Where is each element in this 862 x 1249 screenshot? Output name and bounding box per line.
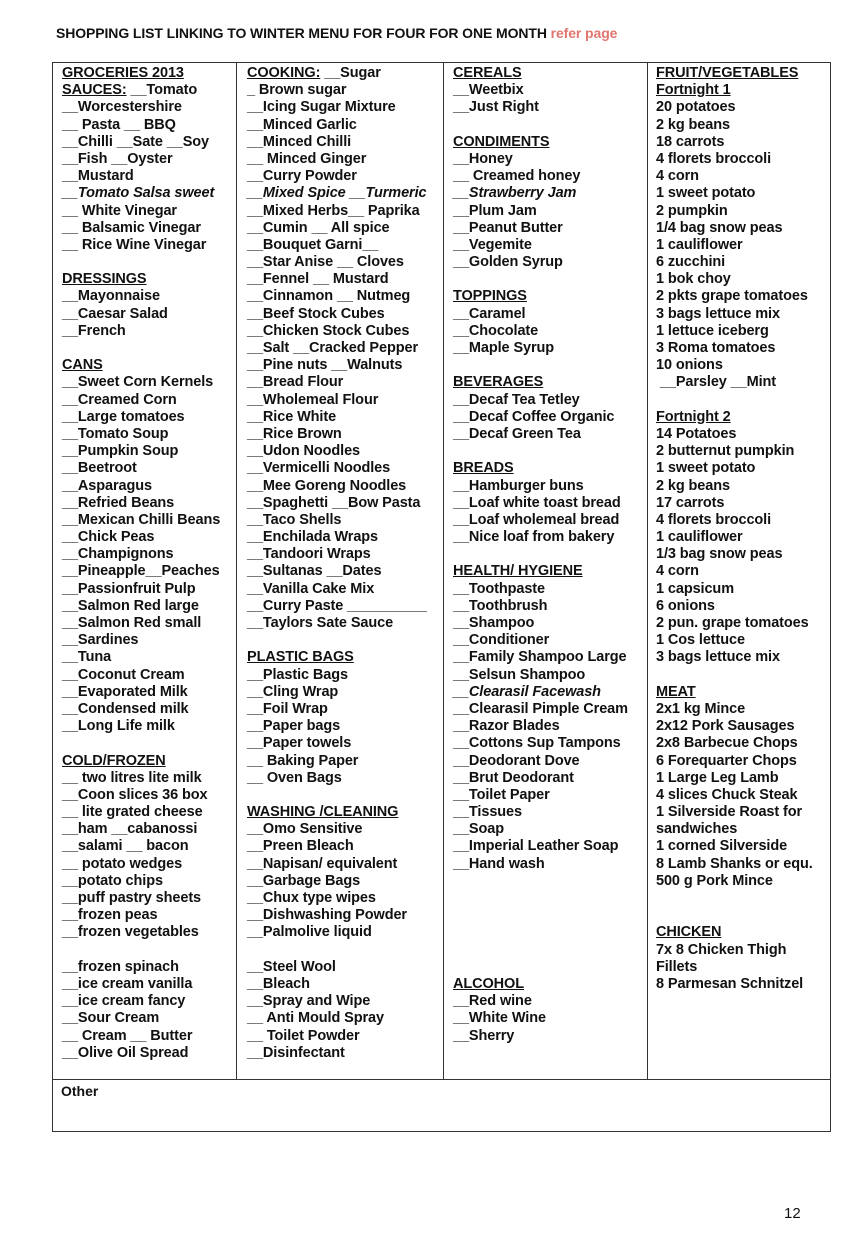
blank-line [453, 942, 628, 959]
list-item: __Fennel __ Mustard [247, 271, 389, 288]
list-item: 4 corn [656, 563, 699, 580]
list-item: __Chick Peas [62, 529, 155, 546]
list-item: __Disinfectant [247, 1044, 345, 1061]
list-item: __Paper towels [247, 735, 352, 752]
list-item: __Sweet Corn Kernels [62, 374, 214, 391]
list-item: 1 cauliflower [656, 529, 743, 546]
list-item: __Olive Oil Spread [62, 1044, 189, 1061]
list-item: __Tissues [453, 804, 522, 821]
list-item: __Asparagus [62, 477, 152, 494]
list-item: __Parsley __Mint [656, 374, 777, 391]
list-item: 1 bok choy [656, 271, 731, 288]
column-divider [443, 63, 444, 1079]
list-item: _ Brown sugar [247, 82, 347, 99]
list-item: __Chocolate [453, 322, 539, 339]
list-item: __Long Life milk [62, 718, 175, 735]
list-item: 2x12 Pork Sausages [656, 718, 795, 735]
list-item: __Evaporated Milk [62, 683, 188, 700]
list-item: 1 sweet potato [656, 185, 756, 202]
column-divider [236, 63, 237, 1079]
list-item: __Mexican Chilli Beans [62, 511, 221, 528]
list-item: __ice cream fancy [62, 993, 186, 1010]
list-item: __Nice loaf from bakery [453, 529, 615, 546]
blank-line [453, 873, 628, 890]
blank-line [247, 632, 427, 649]
shopping-list-table [52, 62, 831, 1132]
list-item: __Worcestershire [62, 99, 182, 116]
list-item: __Deodorant Dove [453, 752, 580, 769]
list-item: 2 butternut pumpkin [656, 443, 795, 460]
list-item: __ Minced Ginger [247, 150, 367, 167]
list-item: 2 pun. grape tomatoes [656, 615, 809, 631]
list-item: 14 Potatoes [656, 425, 737, 442]
list-item: __Palmolive liquid [247, 924, 372, 941]
list-item: __Vermicelli Noodles [247, 460, 391, 477]
blank-line [453, 271, 628, 288]
blank-line [247, 787, 427, 804]
list-item: __Tomato Salsa sweet [62, 185, 215, 202]
section-heading: Fortnight 2 [656, 408, 731, 425]
list-item: __Just Right [453, 99, 539, 116]
column-groceries [62, 65, 220, 1062]
list-item: __Cottons Sup Tampons [453, 735, 621, 752]
list-item: __Chicken Stock Cubes [247, 322, 410, 339]
list-item: __Bouquet Garni__ [247, 236, 379, 253]
list-item: __frozen vegetables [62, 924, 199, 941]
list-item: __ Oven Bags [247, 769, 342, 786]
section-heading: PLASTIC BAGS [247, 649, 354, 666]
page-title [56, 25, 617, 41]
column-cooking [247, 65, 427, 1062]
list-item: 3 bags lettuce mix [656, 305, 780, 322]
blank-line [656, 907, 813, 924]
list-item: 2 kg beans [656, 477, 730, 494]
list-item: __Vegemite [453, 236, 532, 253]
section-heading: FRUIT/VEGETABLES [656, 65, 799, 81]
list-item: __Beetroot [62, 460, 137, 477]
list-item: __Taco Shells [247, 511, 342, 528]
section-heading: CEREALS [453, 65, 522, 81]
list-item: 6 Forequarter Chops [656, 752, 797, 769]
list-item: __Passionfruit Pulp [62, 580, 196, 597]
list-item: 6 zucchini [656, 254, 726, 271]
blank-line [453, 924, 628, 941]
list-item: __Decaf Tea Tetley [453, 391, 580, 408]
list-item: __frozen spinach [62, 958, 179, 975]
list-item: __Tandoori Wraps [247, 546, 371, 563]
list-item: 18 carrots [656, 133, 725, 150]
blank-line [62, 735, 220, 752]
section-heading: GROCERIES 2013 [62, 65, 184, 81]
list-item: __Sardines [62, 632, 139, 649]
list-item: __Star Anise __ Cloves [247, 254, 404, 271]
list-item: __ two litres lite milk [62, 769, 202, 786]
list-item: __Vanilla Cake Mix [247, 580, 375, 597]
list-item: __Caesar Salad [62, 305, 168, 322]
list-item: __Taylors Sate Sauce [247, 615, 394, 631]
list-item: 8 Parmesan Schnitzel [656, 975, 804, 992]
list-item: __Sherry [453, 1027, 515, 1044]
list-item: __Condensed milk [62, 700, 189, 717]
list-item: 4 florets broccoli [656, 511, 772, 528]
list-item: __French [62, 322, 126, 339]
section-heading: CHICKEN [656, 924, 722, 941]
list-item: __Large tomatoes [62, 408, 185, 425]
other-label: Other [61, 1083, 99, 1099]
section-heading: CANS [62, 357, 103, 374]
list-item: __Golden Syrup [453, 254, 563, 271]
list-item: __Rice White [247, 408, 337, 425]
page-number: 12 [784, 1205, 801, 1222]
other-divider [53, 1079, 830, 1080]
list-item: __Clearasil Pimple Cream [453, 700, 628, 717]
list-item: __ Pasta __ BBQ [62, 116, 176, 133]
list-item: SAUCES: __Tomato [62, 82, 198, 99]
list-item: __Curry Paste __________ [247, 597, 427, 614]
list-item: __Mustard [62, 168, 134, 185]
list-item: __Selsun Shampoo [453, 666, 586, 683]
list-item: __Udon Noodles [247, 443, 361, 460]
list-item: __Omo Sensitive [247, 821, 363, 838]
list-item: __ Baking Paper [247, 752, 359, 769]
list-item: __Cling Wrap [247, 683, 339, 700]
list-item: __Toothbrush [453, 597, 548, 614]
list-item: __Hamburger buns [453, 477, 584, 494]
list-item: __Sultanas __Dates [247, 563, 382, 580]
list-item: __Family Shampoo Large [453, 649, 627, 666]
list-item: __Coon slices 36 box [62, 786, 208, 803]
list-item: __Strawberry Jam [453, 185, 577, 202]
list-item: __Bleach [247, 975, 310, 992]
list-item: 8 Lamb Shanks or equ. [656, 855, 813, 872]
list-item: 4 slices Chuck Steak [656, 786, 798, 803]
list-item: 3 Roma tomatoes [656, 340, 776, 356]
list-item: __ potato wedges [62, 855, 183, 872]
list-item: 2x1 kg Mince [656, 700, 746, 717]
section-heading: BEVERAGES [453, 374, 544, 391]
list-item: __Red wine [453, 993, 532, 1010]
list-item: __Imperial Leather Soap [453, 838, 619, 855]
blank-line [453, 357, 628, 374]
list-item: __Cumin __ All spice [247, 219, 390, 236]
list-item: __ Creamed honey [453, 168, 581, 185]
list-item: 2 pumpkin [656, 202, 728, 219]
list-item: __ham __cabanossi [62, 821, 198, 838]
list-item: __Mee Goreng Noodles [247, 477, 407, 494]
list-item: __frozen peas [62, 907, 158, 924]
blank-line [247, 942, 427, 959]
list-item: 4 florets broccoli [656, 150, 772, 167]
list-item: 2x8 Barbecue Chops [656, 735, 798, 752]
list-item: __Clearasil Facewash [453, 683, 601, 700]
blank-line [453, 959, 628, 976]
blank-line [453, 546, 628, 563]
title-refer-note: refer page [550, 25, 618, 41]
list-item: __Spray and Wipe [247, 993, 371, 1010]
list-item: __Preen Bleach [247, 838, 354, 855]
list-item: 7x 8 Chicken Thigh [656, 941, 787, 958]
list-item: 1/4 bag snow peas [656, 219, 783, 236]
list-item: 20 potatoes [656, 99, 736, 116]
list-item: __White Wine [453, 1010, 546, 1027]
list-item: 1 sweet potato [656, 460, 756, 477]
list-item: __Toilet Paper [453, 786, 550, 803]
list-item: __Tuna [62, 649, 112, 666]
list-item: __ lite grated cheese [62, 804, 203, 821]
list-item: 2 kg beans [656, 116, 730, 133]
list-item: sandwiches [656, 821, 738, 838]
list-item: __ Rice Wine Vinegar [62, 236, 207, 253]
list-item: 3 bags lettuce mix [656, 649, 780, 666]
list-item: 1/3 bag snow peas [656, 546, 783, 563]
list-item: __Mixed Herbs__ Paprika [247, 202, 420, 219]
list-item: __Maple Syrup [453, 340, 555, 356]
blank-line [62, 942, 220, 959]
list-item: __Peanut Butter [453, 219, 563, 236]
list-item: __Steel Wool [247, 958, 336, 975]
list-item: 1 cauliflower [656, 236, 743, 253]
column-fruit-vegetables [656, 65, 813, 993]
list-item: __Minced Garlic [247, 116, 357, 133]
column-divider [647, 63, 648, 1079]
section-heading: TOPPINGS [453, 288, 527, 305]
section-heading: HEALTH/ HYGIENE [453, 563, 583, 580]
list-item: __Conditioner [453, 632, 550, 649]
list-item: __Paper bags [247, 718, 341, 735]
blank-line [453, 890, 628, 907]
list-item: __Icing Sugar Mixture [247, 99, 396, 116]
section-heading: COLD/FROZEN [62, 752, 166, 769]
list-item: __ White Vinegar [62, 202, 177, 219]
list-item: __Pumpkin Soup [62, 443, 179, 460]
list-item: __Shampoo [453, 615, 535, 631]
section-heading: Fortnight 1 [656, 82, 731, 99]
list-item: 10 onions [656, 357, 723, 374]
list-item: COOKING: __Sugar [247, 65, 381, 81]
list-item: __Pine nuts __Walnuts [247, 357, 403, 374]
list-item: __Sour Cream [62, 1010, 160, 1027]
list-item: __Foil Wrap [247, 700, 328, 717]
list-item: __ice cream vanilla [62, 975, 193, 992]
blank-line [656, 392, 813, 409]
column-cereals [453, 65, 628, 1045]
list-item: __Spaghetti __Bow Pasta [247, 494, 421, 511]
section-heading: DRESSINGS [62, 271, 147, 288]
list-item: __Wholemeal Flour [247, 391, 379, 408]
title-main: SHOPPING LIST LINKING TO WINTER MENU FOR FOUR FOR ONE MONTH [56, 25, 547, 41]
list-item: __Chilli __Sate __Soy [62, 133, 210, 150]
list-item: __Decaf Coffee Organic [453, 408, 615, 425]
list-item: __ Anti Mould Spray [247, 1010, 384, 1027]
section-heading: WASHING /CLEANING [247, 804, 399, 821]
section-heading: MEAT [656, 683, 696, 700]
blank-line [453, 117, 628, 134]
list-item: __Loaf white toast bread [453, 494, 621, 511]
blank-line [656, 890, 813, 907]
blank-line [453, 907, 628, 924]
list-item: 500 g Pork Mince [656, 872, 773, 889]
list-item: __Garbage Bags [247, 872, 361, 889]
list-item: __Curry Powder [247, 168, 357, 185]
list-item: __Bread Flour [247, 374, 344, 391]
list-item: __Creamed Corn [62, 391, 177, 408]
list-item: __Champignons [62, 546, 174, 563]
list-item: __Mixed Spice __Turmeric [247, 185, 427, 202]
list-item: __Napisan/ equivalent [247, 855, 398, 872]
list-item: __Salmon Red small [62, 615, 202, 631]
list-item: __Enchilada Wraps [247, 529, 379, 546]
list-item: __ Balsamic Vinegar [62, 219, 201, 236]
list-item: __Brut Deodorant [453, 769, 574, 786]
list-item: __Cinnamon __ Nutmeg [247, 288, 411, 305]
list-item: __Mayonnaise [62, 288, 160, 305]
list-item: __Beef Stock Cubes [247, 305, 385, 322]
list-item: __ Cream __ Butter [62, 1027, 193, 1044]
list-item: __Salmon Red large [62, 597, 199, 614]
list-item: __puff pastry sheets [62, 890, 202, 906]
list-item: __Soap [453, 821, 504, 838]
list-item: __Hand wash [453, 855, 545, 872]
list-item: __Pineapple__Peaches [62, 563, 220, 580]
list-item: __Weetbix [453, 82, 524, 99]
list-item: __Dishwashing Powder [247, 907, 407, 924]
list-item: 17 carrots [656, 494, 725, 511]
section-heading: CONDIMENTS [453, 133, 550, 150]
list-item: 1 Cos lettuce [656, 632, 745, 649]
blank-line [62, 254, 220, 271]
list-item: __Plastic Bags [247, 666, 348, 683]
list-item: __ Toilet Powder [247, 1027, 360, 1044]
list-item: __Plum Jam [453, 202, 537, 219]
list-item: 1 capsicum [656, 580, 734, 597]
section-heading: ALCOHOL [453, 975, 524, 992]
list-item: __Salt __Cracked Pepper [247, 340, 418, 356]
list-item: 1 Silverside Roast for [656, 804, 803, 821]
list-item: __Decaf Green Tea [453, 425, 581, 442]
list-item: __Refried Beans [62, 494, 175, 511]
blank-line [656, 667, 813, 684]
list-item: __Chux type wipes [247, 890, 376, 906]
list-item: 1 Large Leg Lamb [656, 769, 779, 786]
list-item: __Loaf wholemeal bread [453, 511, 620, 528]
list-item: __Rice Brown [247, 425, 342, 442]
list-item: __salami __ bacon [62, 838, 189, 855]
list-item: __Razor Blades [453, 718, 560, 735]
blank-line [62, 340, 220, 357]
list-item: __Caramel [453, 305, 526, 322]
list-item: __potato chips [62, 872, 163, 889]
section-heading: BREADS [453, 460, 514, 477]
list-item: __Coconut Cream [62, 666, 185, 683]
list-item: 1 lettuce iceberg [656, 322, 769, 339]
list-item: 2 pkts grape tomatoes [656, 288, 808, 305]
list-item: __Fish __Oyster [62, 150, 173, 167]
list-item: __Minced Chilli [247, 133, 352, 150]
list-item: __Toothpaste [453, 580, 545, 597]
list-item: 6 onions [656, 597, 715, 614]
blank-line [453, 443, 628, 460]
list-item: Fillets [656, 958, 698, 975]
list-item: 1 corned Silverside [656, 838, 788, 855]
list-item: 4 corn [656, 168, 699, 185]
list-item: __Honey [453, 150, 513, 167]
list-item: __Tomato Soup [62, 425, 169, 442]
